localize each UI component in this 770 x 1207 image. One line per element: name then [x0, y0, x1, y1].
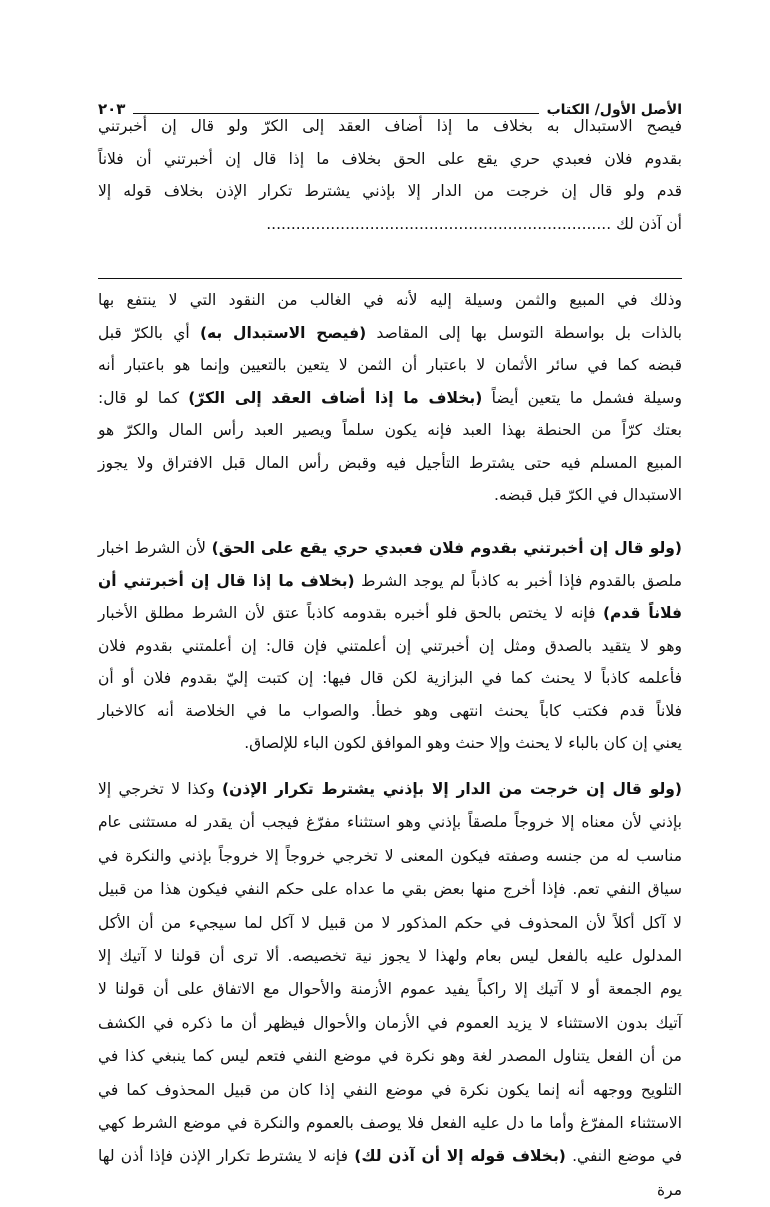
text-segment: التلويح ووجهه أنه إنما يكون نكرة في موضع النفي إذا كان من قبيل المحذوف كما في — [98, 1080, 682, 1099]
text-segment: من أن الفعل يتناول المصدر لغة وهو نكرة في موضع النفي فتعم ليس كما ينبغي كذا في — [98, 1047, 682, 1066]
bold-quoted-text: (فيصح الاستبدال به) — [199, 323, 367, 342]
text-segment: مناسب له من جنسه وصفته فيكون المعنى لا تخرجي خروجاً إلا خروجاً بإذني والنكرة في — [98, 846, 682, 865]
text-line — [98, 284, 682, 317]
text-line — [98, 414, 682, 447]
text-line — [98, 110, 682, 143]
text-segment: كما لو قال: — [98, 388, 189, 407]
text-segment: فإنه لا يختص بالحق فلو أخبره بقدومه كاذباً عتق لأن الشرط مطلق الأخبار — [98, 604, 603, 622]
text-line — [98, 806, 682, 839]
text-segment: وذلك في المبيع والثمن وسيلة إليه لأنه في الغالب من النقود التي لا ينتفع بها — [98, 291, 682, 309]
text-line — [98, 1040, 682, 1073]
text-segment: بعتك كرّاً من الحنطة بهذا العبد فإنه يكون سلماً ويصير العبد رأس المال والكرّ هو — [98, 421, 682, 439]
text-line — [98, 1107, 682, 1140]
text-segment: سياق النفي تعم. فإذا أخرج منها بعض بقي ما عداه على حكم النفي فيكون هذا من قبيل — [98, 880, 682, 899]
text-segment: الاستبدال في الكرّ قبل قبضه. — [494, 486, 682, 504]
text-line — [98, 973, 682, 1006]
text-segment: في موضع النفي. — [565, 1147, 682, 1166]
text-segment: يوم الجمعة أو لا آتيك إلا راكباً يفيد عموم الأزمنة والأحوال مع الاتفاق على أن قولنا لا — [98, 980, 682, 999]
text-segment: الاستثناء المفرّغ وأما ما دل عليه الفعل فلا يوصف بالعموم والنكرة في موضع الشرط كهي — [98, 1113, 682, 1132]
bold-quoted-text: (بخلاف قوله إلا أن آذن لك) — [354, 1147, 566, 1166]
text-segment: أن آذن لك — [611, 214, 682, 233]
text-line — [98, 143, 682, 176]
text-segment: قدم ولو قال إن خرجت من الدار إلا بإذني يشترط تكرار الإذن بخلاف قوله إلا — [98, 182, 682, 200]
commentary-paragraph-3 — [98, 773, 682, 1199]
dot-leader: ...................................................................... — [266, 214, 612, 233]
text-line — [98, 840, 682, 873]
text-line — [98, 565, 682, 598]
text-line — [98, 873, 682, 906]
bold-quoted-text: (بخلاف ما إذا أضاف العقد إلى الكرّ) — [188, 388, 483, 407]
text-segment: فأعلمه كاذباً لا يحنث كما في البزازية لكن قال فيها: إن كتبت إليّ بقدوم فلان أو أن — [98, 669, 682, 687]
bold-quoted-text: (بخلاف ما إذا قال إن أخبرتني أن — [98, 571, 355, 590]
text-segment: وهو لا يتقيد بالصدق ومثل إن أخبرتني إن أعلمتني فإن قال: إن أعلمتني بقدوم فلان — [98, 636, 682, 655]
text-line — [98, 773, 682, 806]
bold-quoted-text: فلاناً قدم) — [602, 604, 682, 622]
text-segment: قبضه كما في سائر الأثمان لا باعتبار أن الثمن لا يتعين بالتعيين وإنما هو باعتبار أنه — [98, 356, 682, 374]
text-line — [98, 695, 682, 728]
text-line — [98, 317, 682, 350]
text-line — [98, 382, 682, 415]
text-line — [98, 532, 682, 565]
bold-quoted-text: (ولو قال إن أخبرتني بقدوم فلان فعبدي حري يقع على الحق) — [211, 539, 682, 557]
text-line — [98, 479, 682, 512]
text-segment: فلاناً قدم فكتب كاباً يحنث انتهى وهو خطأ. والصواب ما في الخلاصة أنه كالاخبار — [98, 701, 682, 720]
text-segment: وسيلة فشمل ما يتعين أيضاً — [482, 388, 682, 407]
text-line — [98, 597, 682, 630]
text-segment: ملصق بالقدوم فإذا أخبر به كاذباً لم يوجد الشرط — [354, 571, 682, 590]
text-segment: بإذني لأن معناه إلا خروجاً ملصقاً بإذني وهو استثناء مفرّغ فيجب أن يقدر له مستثنى عام — [98, 813, 682, 832]
text-segment: المدلول عليه بالفعل ليس بعام ولهذا لا يجوز نية تخصيصه. ألا ترى أن قولنا لا آتيك إلا — [98, 946, 682, 965]
text-segment: بقدوم فلان فعبدي حري يقع على الحق بخلاف ما إذا قال إن أخبرتني أن فلاناً — [98, 149, 682, 168]
text-segment: أي بالكرّ قبل — [98, 323, 200, 342]
text-segment: وكذا لا تخرجي إلا — [98, 780, 223, 798]
text-line — [98, 1007, 682, 1040]
text-line — [98, 208, 682, 241]
text-segment: المبيع المسلم فيه حتى يشترط التأجيل فيه وقبض رأس المال قبل الافتراق ولا يجوز — [98, 453, 682, 472]
text-segment: فإنه لا يشترط تكرار الإذن فإذا أذن لها مرة — [98, 1147, 682, 1199]
text-segment: فيصح الاستبدال به بخلاف ما إذا أضاف العقد إلى الكرّ ولو قال إن أخبرتني — [98, 117, 682, 135]
text-line — [98, 1140, 682, 1199]
footnote-separator — [98, 278, 682, 279]
header-title: الأصل الأول/ الكتاب — [546, 102, 682, 118]
commentary-paragraph-1 — [98, 284, 682, 512]
text-line — [98, 175, 682, 208]
text-line — [98, 1074, 682, 1107]
text-line — [98, 349, 682, 382]
commentary-paragraph-2 — [98, 532, 682, 760]
text-segment: لا آكل أكلاً لأن المحذوف في حكم المذكور لا من قبيل لا آكل لما سيجيء من أن الأكل — [98, 913, 682, 932]
text-line — [98, 907, 682, 940]
text-segment: لأن الشرط اخبار — [98, 539, 212, 557]
text-line — [98, 630, 682, 663]
bold-quoted-text: (ولو قال إن خرجت من الدار إلا بإذني يشترط تكرار الإذن) — [222, 780, 682, 798]
text-line — [98, 727, 682, 760]
page-number: ٢٠٣ — [98, 100, 126, 118]
text-line — [98, 662, 682, 695]
text-line — [98, 447, 682, 480]
text-line — [98, 940, 682, 973]
text-segment: آتيك بدون الاستثناء لا يزيد العموم في الأزمان والأحوال فيظهر أن ما ذكره في الكشف — [98, 1013, 682, 1032]
text-segment: بالذات بل بواسطة التوسل بها إلى المقاصد — [366, 323, 682, 342]
main-text — [98, 110, 682, 240]
text-segment: يعني إن كان بالباء لا يحنث وإلا حنث وهو الموافق لكون الباء للإلصاق. — [244, 734, 682, 752]
